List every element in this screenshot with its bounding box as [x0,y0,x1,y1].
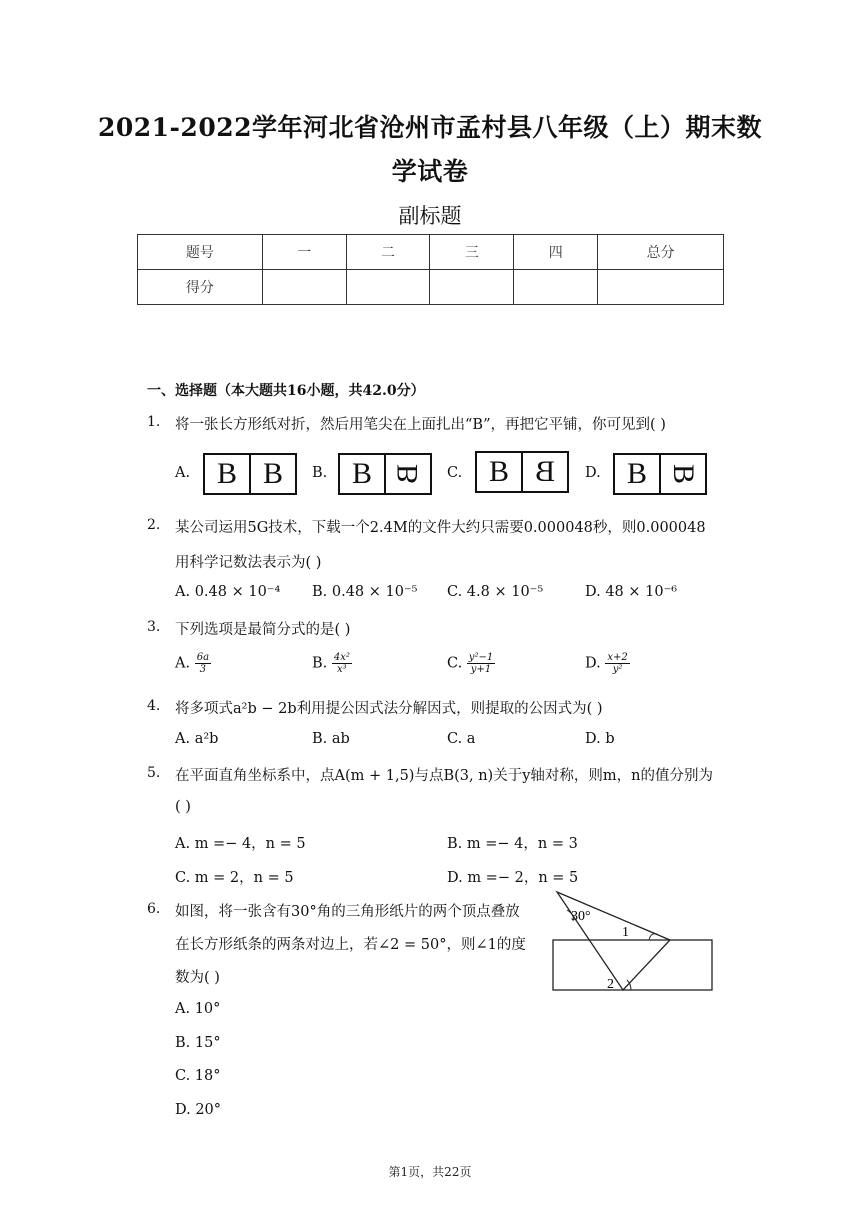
score-table-header-row [138,235,724,270]
option-d [585,652,630,675]
letter-normal: B [351,457,372,490]
score-cell[interactable] [598,270,724,305]
fraction [605,652,629,675]
option-b: B. 15° [175,1035,221,1051]
question-text: 在平面直角坐标系中，点A(m + 1,5)与点B(3, n)关于y轴对称，则m，n的值分别为 [175,768,713,784]
option-a-figure [203,453,297,495]
letter-mirrored: B [534,455,555,488]
score-cell[interactable] [346,270,430,305]
letter-rotated: B [666,463,700,485]
option-b-figure [338,453,432,495]
numerator: x+2 [607,652,628,663]
option-c [447,652,495,675]
option-a: A. 10° [175,1001,221,1017]
rectangle-strip [553,940,712,990]
option-label: A. [175,465,191,481]
score-cell[interactable] [430,270,514,305]
letter-normal: B [626,457,647,490]
question-number: 6. [147,901,161,917]
option-b: B. ab [312,731,350,747]
letter-normal: B [249,455,295,493]
option-c-figure [475,451,569,493]
score-table-score-row [138,270,724,305]
question-number: 5. [147,765,161,781]
fraction [195,652,211,675]
option-label: B. [312,465,328,481]
section-heading: 一、选择题（本大题共16小题，共42.0分） [147,383,425,399]
angle-2-label: 2 [607,977,614,992]
option-label: C. [447,655,463,672]
option-label: A. [175,655,191,672]
question-text: 将多项式a²b − 2b利用提公因式法分解因式，则提取的公因式为( ) [175,701,603,717]
page-footer: 第1页，共22页 [388,1165,472,1179]
header-cell: 总分 [598,235,724,270]
numerator: 6a [196,652,210,663]
option-d: D. m =− 2，n = 5 [447,870,579,886]
option-c: C. m = 2，n = 5 [175,870,294,886]
header-cell: 一 [262,235,346,270]
option-b [312,652,352,675]
score-table [137,234,724,305]
question-text: 数为( ) [175,970,220,986]
denominator: y+1 [470,664,492,675]
option-label: D. [585,465,601,481]
question-text: 在长方形纸条的两条对边上，若∠2 = 50°，则∠1的度 [175,937,526,953]
option-a: A. a²b [175,731,219,747]
question-text: ( ) [175,799,191,815]
score-cell[interactable] [262,270,346,305]
option-b: B. 0.48 × 10⁻⁵ [312,584,418,600]
question-number: 2. [147,517,161,533]
question-number: 4. [147,698,161,714]
option-a: A. m =− 4，n = 5 [175,836,306,852]
score-cell[interactable] [514,270,598,305]
exam-title-line1: 2021-2022学年河北省沧州市孟村县八年级（上）期末数 [97,113,763,142]
option-a: A. 0.48 × 10⁻⁴ [175,584,281,600]
fraction [467,652,495,675]
triangle-strip-figure [545,888,720,996]
denominator: y² [612,664,623,675]
option-label: B. [312,655,328,672]
option-label: D. [585,655,601,672]
header-cell: 四 [514,235,598,270]
option-d: D. 48 × 10⁻⁶ [585,584,678,600]
question-number: 1. [147,414,161,430]
exam-title-line2: 学试卷 [391,157,469,186]
question-text: 如图，将一张含有30°角的三角形纸片的两个顶点叠放 [175,904,520,920]
option-d: D. 20° [175,1102,222,1118]
fraction [332,652,352,675]
row-label: 得分 [138,270,263,305]
question-text: 某公司运用5G技术，下载一个2.4M的文件大约只需要0.000048秒，则0.000048 [175,520,706,536]
option-d-figure [613,453,707,495]
letter-normal: B [216,457,237,490]
header-cell: 三 [430,235,514,270]
option-c: C. 4.8 × 10⁻⁵ [447,584,544,600]
numerator: y²−1 [468,652,494,663]
question-text: 用科学记数法表示为( ) [175,555,322,571]
exam-subtitle: 副标题 [398,204,462,228]
denominator: 3 [199,664,207,675]
letter-normal: B [488,455,509,488]
option-c: C. 18° [175,1068,221,1084]
question-number: 3. [147,619,161,635]
option-d: D. b [585,731,615,747]
triangle-paper [557,892,670,990]
letter-rotated: B [390,463,424,485]
option-c: C. a [447,731,476,747]
question-text: 下列选项是最简分式的是( ) [175,622,351,638]
numerator: 4x² [333,652,350,663]
denominator: x³ [337,664,347,675]
header-cell: 二 [346,235,430,270]
question-text: 将一张长方形纸对折，然后用笔尖在上面扎出“B”，再把它平铺，你可见到( ) [175,417,666,433]
angle-30-label: 30° [571,909,591,924]
angle-1-label: 1 [622,925,629,940]
header-cell: 题号 [138,235,263,270]
option-b: B. m =− 4，n = 3 [447,836,578,852]
option-label: C. [447,465,463,481]
option-a [175,652,211,675]
